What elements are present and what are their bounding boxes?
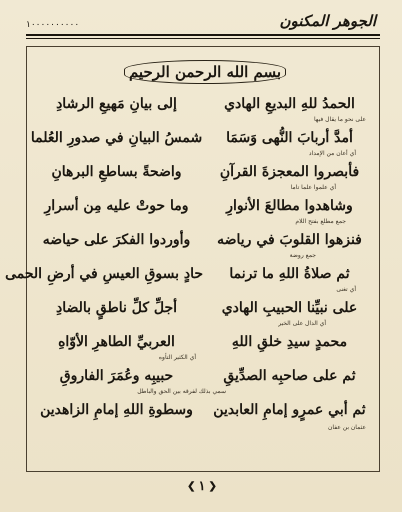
verse-gloss: سمي بذلك لفرقه بين الحق والباطل — [137, 388, 226, 395]
verse-left-hemistich: شمسُ البيانِ في صدورِ العُلما — [30, 130, 203, 146]
verse-gloss: عثمان بن عفان — [328, 424, 366, 431]
verse-row — [5, 262, 376, 286]
running-header — [26, 6, 376, 30]
verse-left-hemistich: العربيِّ الطاهرِ الأوّاهِ — [58, 334, 175, 350]
verse-right-hemistich: فنزهوا القلوبَ في رياضه — [217, 232, 362, 248]
verse-left-hemistich: إلى بيانِ مَهيعِ الرشادِ — [56, 96, 177, 112]
verse-gloss: أي الدال على الخير — [278, 320, 326, 327]
basmala-cartouche — [130, 56, 280, 88]
verse-right-hemistich: على نبيِّنا الحبيبِ الهادي — [221, 300, 358, 316]
verse-right-hemistich: وشاهدوا مطالعَ الأنوارِ — [226, 198, 353, 214]
verse-left-hemistich: واضحةً بساطعِ البرهانِ — [51, 164, 182, 180]
verse-right-hemistich: ثم على صاحبِه الصدِّيقِ — [223, 368, 356, 384]
verse-row — [30, 92, 376, 116]
verse-right-hemistich: فأبصروا المعجزةَ القرآنِ — [219, 164, 360, 180]
header-rule-thin — [26, 38, 380, 39]
verse-left-hemistich: وما حوتْ عليه مِن أسرارِ — [44, 198, 189, 214]
ornament-icon: ❮ — [187, 480, 196, 492]
page-number — [180, 476, 224, 496]
page-code: ١٠٠٠٠٠٠٠٠٠٠ — [26, 20, 80, 30]
running-title: الجوهر المكنون — [279, 12, 376, 30]
verse-row — [30, 330, 376, 354]
verse-gloss: على نحو ما يقال فيها — [313, 116, 366, 123]
verse-right-hemistich: محمدٍ سيدِ خلقِ اللهِ — [231, 334, 348, 350]
verse-gloss: أي تغنى — [336, 286, 356, 293]
verse-row — [30, 398, 376, 422]
verse-gloss: جمع روضة — [289, 252, 316, 259]
verse-gloss: أي علموا علما تاما — [290, 184, 336, 191]
verse-row — [30, 228, 376, 252]
verse-left-hemistich: حادٍ بسوقِ العيسِ في أرضِ الحمى — [5, 266, 203, 282]
verse-gloss: جمع مطلع بفتح اللام — [295, 218, 346, 225]
header-rule — [26, 34, 380, 36]
verse-left-hemistich: أجلِّ كلِّ ناطقٍ بالضادِ — [55, 300, 178, 316]
page-number-value: ١ — [198, 478, 206, 494]
verse-right-hemistich: أمدَّ أربابَ النُّهى وَسَمَا — [226, 130, 353, 146]
verse-left-hemistich: وأوردوا الفكرَ على حياضه — [42, 232, 191, 248]
verse-row — [30, 194, 376, 218]
verse-left-hemistich: وسطوةِ اللهِ إمامِ الزاهدين — [40, 402, 193, 418]
verse-row — [30, 296, 376, 320]
verse-right-hemistich: ثم أبي عمرٍو إمامِ العابدين — [213, 402, 366, 418]
basmala: بسم الله الرحمن الرحيم — [128, 63, 282, 81]
verse-right-hemistich: الحمدُ للهِ البديعِ الهادي — [224, 96, 355, 112]
ornament-icon: ❯ — [208, 480, 217, 492]
verse-row — [30, 160, 376, 184]
verse-row — [30, 126, 376, 150]
verse-gloss: أي أعان من الإمداد — [308, 150, 356, 157]
verse-block — [5, 92, 376, 452]
verse-row — [30, 364, 376, 388]
verse-right-hemistich: ثم صلاةُ اللهِ ما ترنما — [229, 266, 350, 282]
verse-gloss: أي الكثير التأوه — [158, 354, 196, 361]
verse-left-hemistich: حبيبِه وعُمَرَ الفاروقِ — [59, 368, 174, 384]
